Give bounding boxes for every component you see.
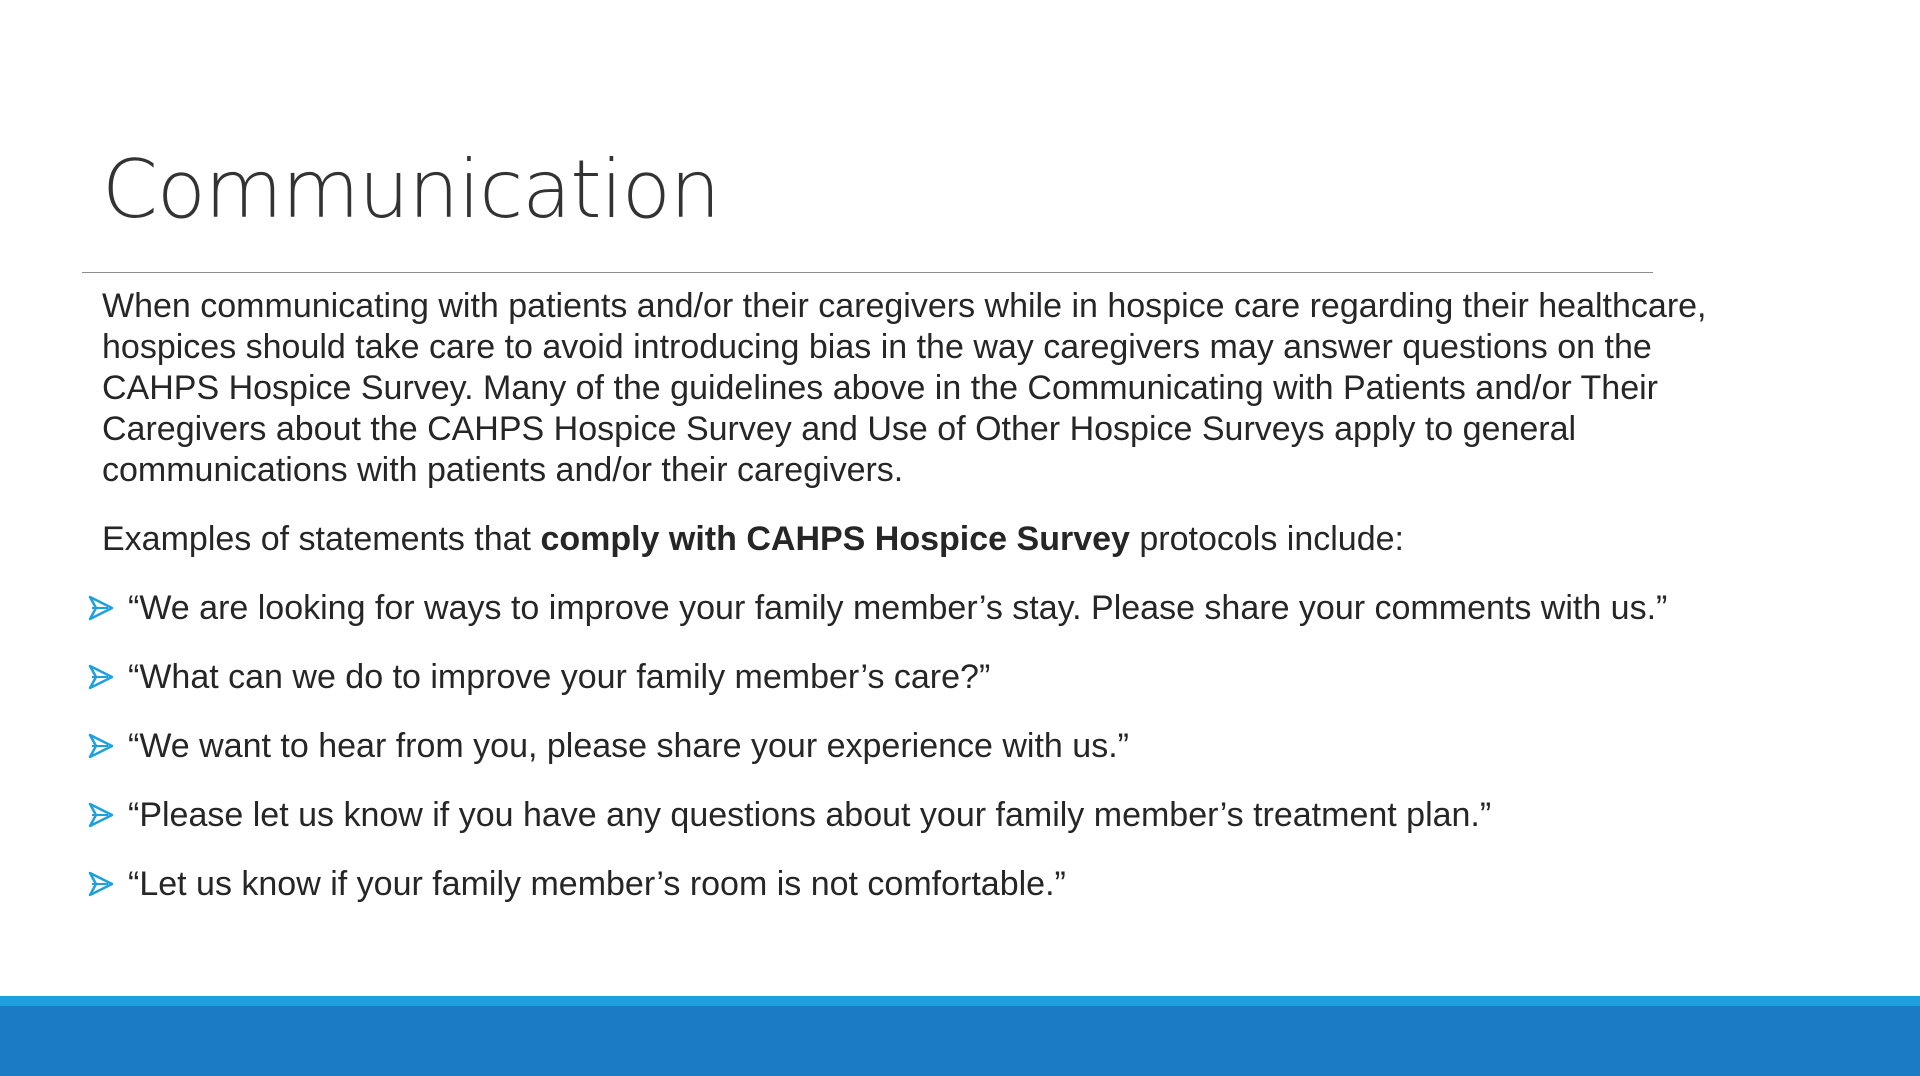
bullet-text: “We are looking for ways to improve your family member’s stay. Please share your comments with us.” bbox=[128, 589, 1668, 627]
arrow-bullet-icon bbox=[88, 871, 114, 897]
list-item bbox=[102, 657, 1802, 698]
title-divider bbox=[82, 272, 1653, 273]
intro-paragraph: When communicating with patients and/or their caregivers while in hospice care regarding their healthcare, hospices should take care to avoid introducing bias in the way caregivers may answer questions on the CAHPS Hospice Survey. Many of the guidelines above in the Communicating with Patients and/or Their Caregivers about the CAHPS Hospice Survey and Use of Other Hospice Surveys apply to general communications with patients and/or their caregivers. bbox=[102, 287, 1707, 489]
examples-prefix: Examples of statements that bbox=[102, 520, 541, 558]
arrow-bullet-icon bbox=[88, 664, 114, 690]
bullet-text: “Please let us know if you have any questions about your family member’s treatment plan.” bbox=[128, 796, 1492, 834]
list-item bbox=[102, 795, 1802, 836]
examples-suffix: protocols include: bbox=[1129, 520, 1404, 558]
list-item bbox=[102, 864, 1802, 905]
examples-lead bbox=[102, 519, 1802, 560]
examples-emphasis: comply with CAHPS Hospice Survey bbox=[540, 520, 1130, 558]
slide-title: Communication bbox=[102, 143, 720, 236]
footer-accent-stripe bbox=[0, 996, 1920, 1006]
slide-body bbox=[102, 286, 1802, 933]
list-item bbox=[102, 588, 1802, 629]
bullet-text: “Let us know if your family member’s room is not comfortable.” bbox=[128, 865, 1066, 903]
footer-band bbox=[0, 996, 1920, 1076]
bullet-text: “What can we do to improve your family member’s care?” bbox=[128, 658, 991, 696]
arrow-bullet-icon bbox=[88, 595, 114, 621]
arrow-bullet-icon bbox=[88, 802, 114, 828]
arrow-bullet-icon bbox=[88, 733, 114, 759]
example-bullet-list bbox=[102, 588, 1802, 905]
bullet-text: “We want to hear from you, please share your experience with us.” bbox=[128, 727, 1129, 765]
list-item bbox=[102, 726, 1802, 767]
